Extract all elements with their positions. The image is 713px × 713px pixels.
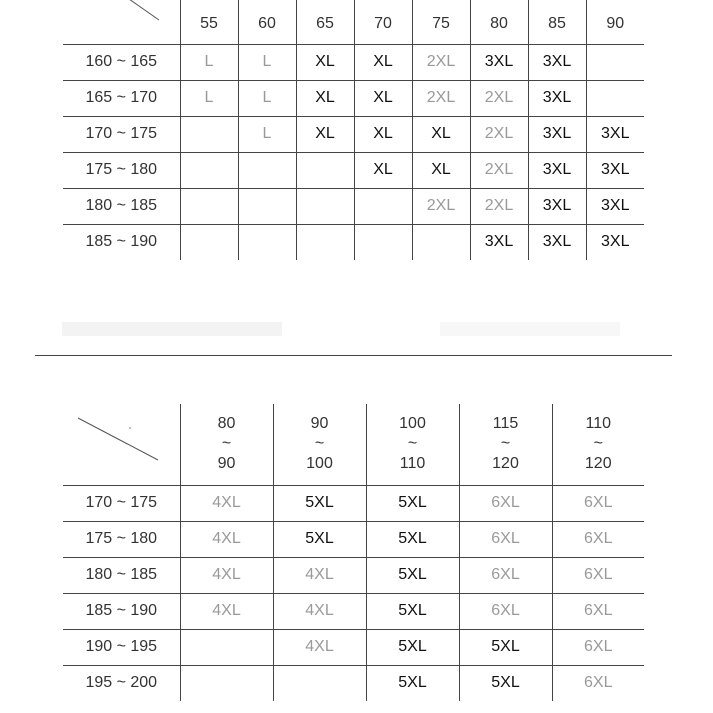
table2-size-cell: 6XL [552, 485, 644, 521]
table1-size-cell: XL [354, 80, 412, 116]
table1-waist-header: 55 [180, 0, 238, 44]
table1-size-cell: 3XL [528, 116, 586, 152]
table2-size-cell: 4XL [180, 521, 273, 557]
table2-size-cell: 6XL [552, 629, 644, 665]
table1-size-cell [296, 188, 354, 224]
table1-size-cell [238, 152, 296, 188]
table1-waist-header: 70 [354, 0, 412, 44]
table1-size-cell [354, 188, 412, 224]
table2-size-cell: 6XL [459, 521, 552, 557]
table2-size-cell: 6XL [552, 593, 644, 629]
table2-size-cell: 6XL [459, 557, 552, 593]
table1-size-cell: L [238, 44, 296, 80]
table2-size-cell: 5XL [366, 665, 459, 701]
table1-size-cell: 2XL [470, 188, 528, 224]
table2-row [63, 557, 644, 593]
table1-size-cell: XL [296, 116, 354, 152]
table2-size-cell: 4XL [273, 593, 366, 629]
table2-size-cell: 4XL [273, 629, 366, 665]
size-table-2 [63, 404, 644, 701]
table1-size-cell: 3XL [528, 224, 586, 260]
table1-row [63, 44, 644, 80]
table2-size-cell: 5XL [273, 485, 366, 521]
table2-height-label: 170 ~ 175 [63, 485, 180, 521]
table2-size-cell: 4XL [180, 557, 273, 593]
table2-height-label: 190 ~ 195 [63, 629, 180, 665]
table1-size-cell: XL [354, 116, 412, 152]
table1-size-cell: 2XL [470, 152, 528, 188]
table1-waist-header: 90 [586, 0, 644, 44]
table1-size-cell: XL [412, 116, 470, 152]
table1-size-cell: 3XL [528, 44, 586, 80]
table1-waist-header: 80 [470, 0, 528, 44]
table1-waist-header: 85 [528, 0, 586, 44]
table1-height-label: 180 ~ 185 [63, 188, 180, 224]
table1-waist-header: 60 [238, 0, 296, 44]
table1-size-cell: 3XL [470, 44, 528, 80]
table2-header-row [63, 404, 644, 485]
table2-waist-header: 115 ~ 120 [459, 404, 552, 485]
table1-size-cell: 2XL [412, 80, 470, 116]
table2-row [63, 485, 644, 521]
table1-corner-diagonal [63, 0, 180, 44]
table1-size-cell [180, 188, 238, 224]
table1-size-cell: 3XL [528, 152, 586, 188]
table1-size-cell: XL [412, 152, 470, 188]
table1-row [63, 116, 644, 152]
table1-size-cell: 3XL [528, 80, 586, 116]
table1-height-label: 165 ~ 170 [63, 80, 180, 116]
table2-waist-header: 80 ~ 90 [180, 404, 273, 485]
table2-size-cell: 6XL [459, 593, 552, 629]
faint-watermark-right [440, 322, 620, 336]
table2-size-cell [273, 665, 366, 701]
table1-row [63, 188, 644, 224]
table1-size-cell [296, 224, 354, 260]
table1-size-cell: 3XL [586, 224, 644, 260]
table1-row [63, 80, 644, 116]
table1-size-cell: L [180, 44, 238, 80]
table1-size-cell: 3XL [586, 152, 644, 188]
table1-size-cell: 3XL [586, 116, 644, 152]
table1-size-cell [180, 152, 238, 188]
table2-size-cell [180, 665, 273, 701]
table1-size-cell [412, 224, 470, 260]
table2-corner-diagonal [63, 404, 180, 485]
table1-size-cell: XL [296, 80, 354, 116]
table1-row [63, 152, 644, 188]
table2-size-cell: 5XL [459, 665, 552, 701]
table2-size-cell: 5XL [366, 485, 459, 521]
table2-height-label: 185 ~ 190 [63, 593, 180, 629]
table1-height-label: 170 ~ 175 [63, 116, 180, 152]
table1-size-cell: L [180, 80, 238, 116]
table1-size-cell: 2XL [412, 188, 470, 224]
table1-size-cell [354, 224, 412, 260]
table1-size-cell: L [238, 80, 296, 116]
table2-height-label: 175 ~ 180 [63, 521, 180, 557]
table1-size-cell: 2XL [470, 116, 528, 152]
table2-size-cell: 5XL [366, 557, 459, 593]
table2-size-cell: 6XL [552, 521, 644, 557]
table1-size-cell [238, 224, 296, 260]
table2-size-cell: 6XL [459, 485, 552, 521]
table2-row [63, 593, 644, 629]
table2-size-cell: 5XL [459, 629, 552, 665]
table1-waist-header: 75 [412, 0, 470, 44]
table1-size-cell [238, 188, 296, 224]
table2-waist-header: 90 ~ 100 [273, 404, 366, 485]
table2-size-cell: 6XL [552, 665, 644, 701]
table1-height-label: 185 ~ 190 [63, 224, 180, 260]
table1-height-label: 175 ~ 180 [63, 152, 180, 188]
faint-watermark-left [62, 322, 282, 336]
table1-row [63, 224, 644, 260]
table2-row [63, 521, 644, 557]
table1-size-cell: 3XL [586, 188, 644, 224]
table2-row [63, 629, 644, 665]
table2-size-cell [180, 629, 273, 665]
table2-size-cell: 4XL [180, 593, 273, 629]
table1-size-cell: 3XL [470, 224, 528, 260]
table1-size-cell: L [238, 116, 296, 152]
table2-row [63, 665, 644, 701]
table1-header-row [63, 0, 644, 44]
table1-size-cell: XL [296, 44, 354, 80]
table2-size-cell: 4XL [180, 485, 273, 521]
table2-waist-header: 100 ~ 110 [366, 404, 459, 485]
table2-size-cell: 5XL [366, 629, 459, 665]
table2-size-cell: 5XL [366, 521, 459, 557]
size-table-1 [63, 0, 644, 260]
section-divider [35, 355, 672, 356]
table2-height-label: 195 ~ 200 [63, 665, 180, 701]
table1-size-cell: 3XL [528, 188, 586, 224]
table1-size-cell [180, 224, 238, 260]
table1-waist-header: 65 [296, 0, 354, 44]
table2-size-cell: 5XL [366, 593, 459, 629]
table2-size-cell: 6XL [552, 557, 644, 593]
table1-size-cell: 2XL [412, 44, 470, 80]
table2-waist-header: 110 ~ 120 [552, 404, 644, 485]
table2-size-cell: 4XL [273, 557, 366, 593]
table1-height-label: 160 ~ 165 [63, 44, 180, 80]
table2-height-label: 180 ~ 185 [63, 557, 180, 593]
table1-size-cell [296, 152, 354, 188]
table1-size-cell [180, 116, 238, 152]
table1-size-cell: XL [354, 152, 412, 188]
table1-size-cell: XL [354, 44, 412, 80]
table2-size-cell: 5XL [273, 521, 366, 557]
table1-size-cell [586, 80, 644, 116]
table1-size-cell: 2XL [470, 80, 528, 116]
table1-size-cell [586, 44, 644, 80]
